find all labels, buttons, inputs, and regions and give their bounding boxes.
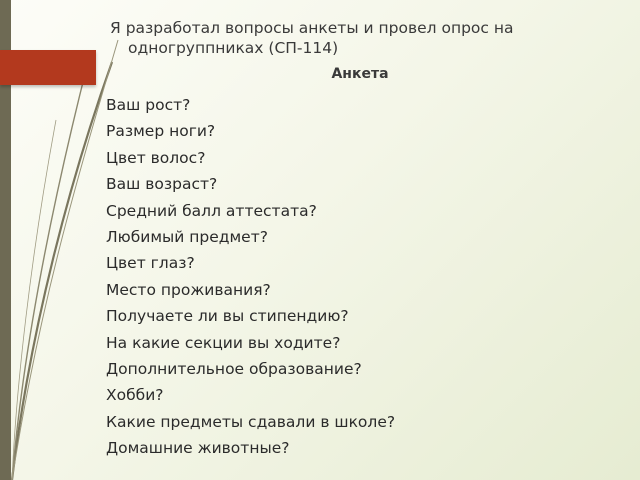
question-item: Получаете ли вы стипендию? (106, 307, 349, 326)
question-item: Цвет глаз? (106, 254, 195, 273)
question-item: Любимый предмет? (106, 228, 268, 247)
question-item: Ваш рост? (106, 96, 191, 114)
intro-text: Я разработал вопросы анкеты и провел опрос на одногруппниках (СП-114) (110, 19, 514, 57)
question-item: Какие предметы сдавали в школе? (106, 412, 396, 431)
question-item: Размер ноги? (106, 122, 216, 141)
accent-tab (0, 50, 96, 85)
question-item: Дополнительное образование? (106, 360, 362, 379)
question-item: Место проживания? (106, 280, 271, 299)
question-item: На какие секции вы ходите? (106, 333, 341, 352)
question-item: Домашние животные? (106, 439, 290, 458)
question-item: Цвет волос? (106, 148, 206, 167)
question-list (106, 92, 395, 462)
question-item: Хобби? (106, 386, 164, 405)
question-item: Ваш возраст? (106, 175, 218, 194)
question-item: Средний балл аттестата? (106, 201, 317, 220)
survey-heading: Анкета (331, 66, 389, 82)
